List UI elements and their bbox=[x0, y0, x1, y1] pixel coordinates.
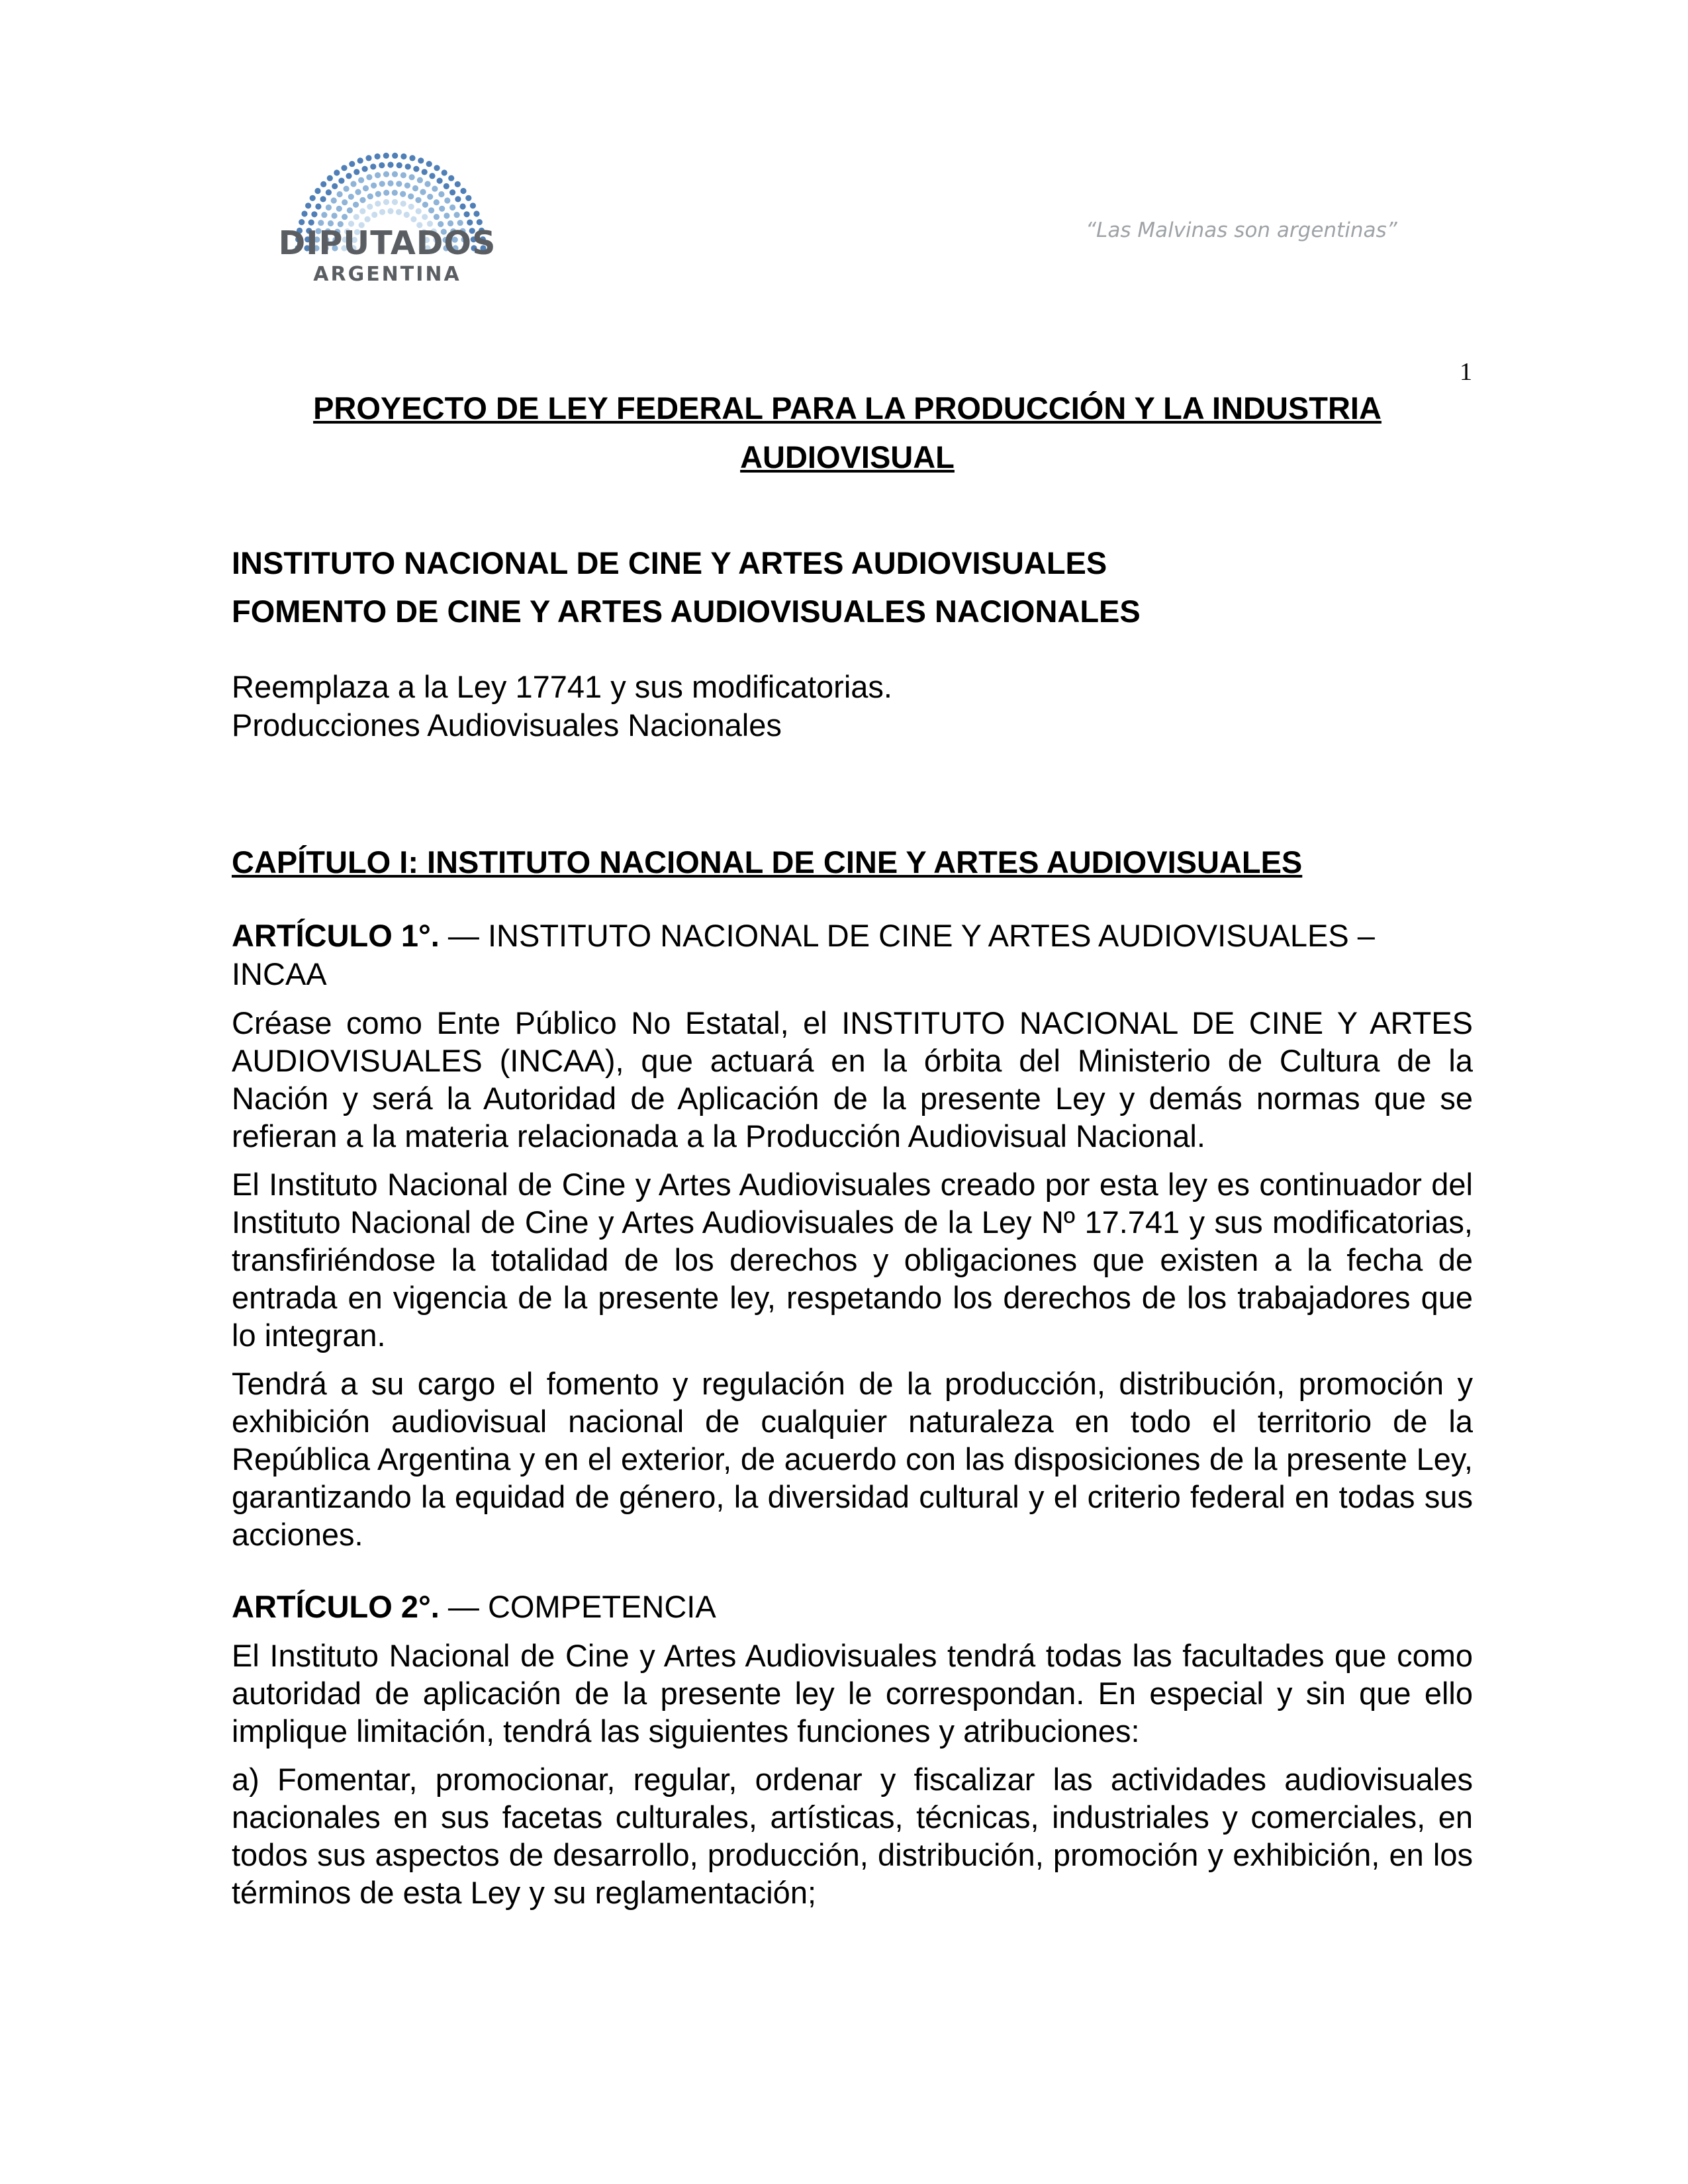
logo-seat-dot bbox=[375, 191, 381, 197]
logo-seat-dot bbox=[346, 173, 352, 179]
subheading-2: FOMENTO DE CINE Y ARTES AUDIOVISUALES NACIONALES bbox=[232, 594, 1141, 629]
logo-seat-dot bbox=[350, 181, 356, 187]
logo-seat-dot bbox=[460, 203, 466, 209]
article-2-paragraph: a) Fomentar, promocionar, regular, ordenar y fiscalizar las actividades audiovisuales nacionales en sus facetas culturales, artísticas, técnicas, industriales y comerciales, en todos sus aspectos de desarrollo, producción, distribución, promoción y exhibición, en los términos de esta Ley y su reglamentación; bbox=[232, 1762, 1473, 1910]
logo-seat-dot bbox=[460, 188, 466, 194]
intro-line-1: Reemplaza a la Ley 17741 y sus modificatorias. bbox=[232, 669, 892, 704]
article-2-title: — COMPETENCIA bbox=[439, 1589, 716, 1624]
logo-seat-dot bbox=[412, 185, 418, 191]
logo-seat-dot bbox=[434, 214, 440, 220]
logo-seat-dot bbox=[455, 181, 461, 187]
logo-seat-dot bbox=[371, 212, 377, 218]
logo-seat-dot bbox=[424, 181, 430, 187]
logo-seat-dot bbox=[359, 197, 365, 203]
logo-seat-dot bbox=[392, 171, 398, 177]
logo-seat-dot bbox=[434, 199, 440, 205]
logo-seat-dot bbox=[349, 161, 355, 167]
logo-seat-dot bbox=[357, 158, 363, 163]
logo-seat-dot bbox=[444, 183, 449, 189]
article-2-paragraph: El Instituto Nacional de Cine y Artes Audiovisuales tendrá todas las facultades que como autoridad de aplicación de la presente ley le correspondan. En especial y sin que ello implique limitación, tendrá las siguientes funciones y atribuciones: bbox=[232, 1638, 1473, 1749]
logo-seat-dot bbox=[363, 185, 369, 191]
logo-seat-dot bbox=[320, 181, 326, 187]
logo-seat-dot bbox=[353, 214, 359, 220]
logo-seat-dot bbox=[434, 165, 440, 171]
logo-seat-dot bbox=[337, 191, 343, 197]
logo-seat-dot bbox=[405, 163, 411, 169]
article-1-paragraph: Créase como Ente Público No Estatal, el INSTITUTO NACIONAL DE CINE Y ARTES AUDIOVISUALES (INCAA), que actuará en la órbita del Ministerio de Cultura de la Nación y será la Autoridad de Aplicación de la presente Ley y demás normas que se refieran a la materia relacionada a la Producción Audiovisual Nacional. bbox=[232, 1005, 1473, 1154]
logo-seat-dot bbox=[387, 161, 393, 167]
logo-seat-dot bbox=[448, 175, 454, 181]
logo-seat-dot bbox=[311, 211, 317, 217]
logo-seat-dot bbox=[383, 171, 389, 177]
logo-seat-dot bbox=[365, 155, 371, 161]
logo-seat-dot bbox=[432, 186, 438, 192]
logo-seat-dot bbox=[465, 195, 471, 201]
logo-seat-dot bbox=[375, 154, 381, 159]
logo-seat-dot bbox=[348, 194, 354, 200]
logo-seat-dot bbox=[410, 216, 416, 222]
logo-seat-dot bbox=[341, 165, 347, 171]
logo-seat-dot bbox=[359, 208, 365, 214]
document-body bbox=[232, 917, 1473, 1922]
logo-seat-dot bbox=[370, 163, 376, 169]
logo-seat-dot bbox=[332, 183, 338, 189]
article-1-heading bbox=[232, 917, 1473, 993]
logo-seat-dot bbox=[314, 188, 320, 194]
logo-seat-dot bbox=[392, 153, 398, 159]
logo-seat-dot bbox=[413, 166, 419, 172]
logo-seat-dot bbox=[444, 197, 450, 203]
logo-seat-dot bbox=[409, 155, 415, 161]
logo-seat-dot bbox=[327, 175, 333, 181]
logo-seat-dot bbox=[449, 189, 455, 195]
logo-seat-dot bbox=[366, 174, 372, 180]
logo-seat-dot bbox=[428, 207, 434, 213]
logo-seat-dot bbox=[326, 189, 332, 195]
logo-seat-dot bbox=[315, 203, 321, 209]
logo-seat-dot bbox=[449, 205, 455, 210]
logo-seat-dot bbox=[362, 166, 368, 172]
logo-seat-dot bbox=[383, 153, 389, 159]
logo-seat-dot bbox=[358, 177, 364, 183]
subheading-1: INSTITUTO NACIONAL DE CINE Y ARTES AUDIOVISUALES bbox=[232, 545, 1107, 580]
logo-seat-dot bbox=[353, 202, 359, 208]
logo-seat-dot bbox=[426, 161, 432, 167]
logo-seat-dot bbox=[342, 199, 348, 205]
logo-seat-dot bbox=[344, 186, 350, 192]
article-1-label: ARTÍCULO 1°. bbox=[232, 918, 440, 953]
logo-seat-dot bbox=[338, 178, 344, 184]
logo-seat-dot bbox=[301, 210, 307, 216]
article-1-paragraph: Tendrá a su cargo el fomento y regulación de la producción, distribución, promoción y exhibición audiovisual nacional de cualquier naturaleza en todo el territorio de la República Argentina y en el exterior, de acuerdo con las disposiciones de la presente Ley, garantizando la equidad de género, la diversidad cultural y el criterio federal en todas sus acciones. bbox=[232, 1366, 1473, 1552]
logo-seat-dot bbox=[400, 172, 406, 178]
chapter-heading: CAPÍTULO I: INSTITUTO NACIONAL DE CINE Y ARTES AUDIOVISUALES bbox=[232, 844, 1303, 880]
logo-seat-dot bbox=[444, 212, 449, 218]
logo-seat-dot bbox=[396, 181, 402, 187]
logo-seat-dot bbox=[442, 169, 447, 175]
logo-line1: DIPUTADOS bbox=[278, 224, 496, 262]
logo-seat-dot bbox=[454, 212, 460, 218]
logo-seat-dot bbox=[464, 211, 470, 217]
logo-seat-dot bbox=[387, 180, 393, 186]
logo-seat-dot bbox=[383, 199, 389, 205]
logo-seat-dot bbox=[438, 191, 444, 197]
document-title: PROYECTO DE LEY FEDERAL PARA LA PRODUCCIÓN Y LA INDUSTRIA AUDIOVISUAL bbox=[313, 390, 1382, 475]
logo-wordmark bbox=[278, 225, 496, 287]
logo-seat-dot bbox=[332, 212, 338, 218]
logo-seat-dot bbox=[375, 172, 381, 178]
logo-seat-dot bbox=[342, 214, 348, 220]
logo-seat-dot bbox=[418, 158, 424, 163]
article-2-label: ARTÍCULO 2°. bbox=[232, 1589, 440, 1624]
logo-seat-dot bbox=[455, 196, 461, 202]
logo-line2: ARGENTINA bbox=[313, 263, 461, 286]
logo-seat-dot bbox=[397, 162, 402, 168]
logo-seat-dot bbox=[331, 197, 337, 203]
logo-seat-dot bbox=[347, 207, 353, 213]
logo-seat-dot bbox=[408, 193, 414, 199]
logo-seat-dot bbox=[379, 209, 385, 215]
logo-seat-dot bbox=[334, 169, 340, 175]
logo-seat-dot bbox=[320, 196, 326, 202]
article-1-paragraph: El Instituto Nacional de Cine y Artes Audiovisuales creado por esta ley es continuador del Instituto Nacional de Cine y Artes Audiovisuales de la Ley Nº 17.741 y sus modificatorias, transfiriéndose la totalidad de los derechos y obligaciones que existen a la fecha de entrada en vigencia de la presente ley, respetando los derechos de los trabajadores que lo integran. bbox=[232, 1167, 1473, 1353]
logo-seat-dot bbox=[310, 195, 316, 201]
logo-seat-dot bbox=[422, 202, 428, 208]
logo-seat-dot bbox=[409, 174, 415, 180]
logo-seat-dot bbox=[367, 204, 373, 210]
logo-seat-dot bbox=[417, 177, 423, 183]
logo-seat-dot bbox=[439, 206, 445, 212]
logo-seat-dot bbox=[326, 205, 332, 210]
intro-line-2: Producciones Audiovisuales Nacionales bbox=[232, 707, 782, 743]
logo-seat-dot bbox=[387, 208, 393, 214]
logo-seat-dot bbox=[375, 201, 381, 206]
logo-seat-dot bbox=[379, 162, 385, 168]
logo-seat-dot bbox=[427, 194, 433, 200]
logo-seat-dot bbox=[367, 193, 373, 199]
logo-seat-dot bbox=[422, 214, 428, 220]
logo-seat-dot bbox=[355, 189, 361, 195]
logo-seat-dot bbox=[420, 189, 426, 195]
logo-seat-dot bbox=[473, 210, 479, 216]
logo-seat-dot bbox=[408, 204, 414, 210]
logo-seat-dot bbox=[422, 169, 428, 175]
logo-seat-dot bbox=[416, 208, 422, 214]
logo-seat-dot bbox=[379, 181, 385, 187]
logo-seat-dot bbox=[383, 190, 389, 196]
logo-seat-dot bbox=[321, 212, 327, 218]
logo-seat-dot bbox=[365, 216, 371, 222]
logo-seat-dot bbox=[400, 154, 406, 159]
logo-seat-dot bbox=[353, 169, 359, 175]
article-2-heading bbox=[232, 1588, 1473, 1626]
logo-seat-dot bbox=[396, 209, 402, 215]
logo-seat-dot bbox=[371, 183, 377, 189]
page-number: 1 bbox=[1460, 358, 1472, 386]
article-1-title: — INSTITUTO NACIONAL DE CINE Y ARTES AUDIOVISUALES – INCAA bbox=[232, 918, 1375, 991]
logo-seat-dot bbox=[415, 197, 421, 203]
logo-seat-dot bbox=[305, 203, 311, 208]
logo-seat-dot bbox=[470, 203, 476, 208]
logo-seat-dot bbox=[400, 191, 406, 197]
logo-seat-dot bbox=[400, 201, 406, 206]
logo-seat-dot bbox=[336, 206, 342, 212]
logo-seat-dot bbox=[392, 190, 398, 196]
logo-seat-dot bbox=[404, 212, 410, 218]
logo-seat-dot bbox=[404, 183, 410, 189]
logo-seat-dot bbox=[392, 199, 398, 205]
header-motto: “Las Malvinas son argentinas” bbox=[1086, 218, 1397, 242]
logo-seat-dot bbox=[437, 178, 443, 184]
logo-seat-dot bbox=[429, 173, 435, 179]
